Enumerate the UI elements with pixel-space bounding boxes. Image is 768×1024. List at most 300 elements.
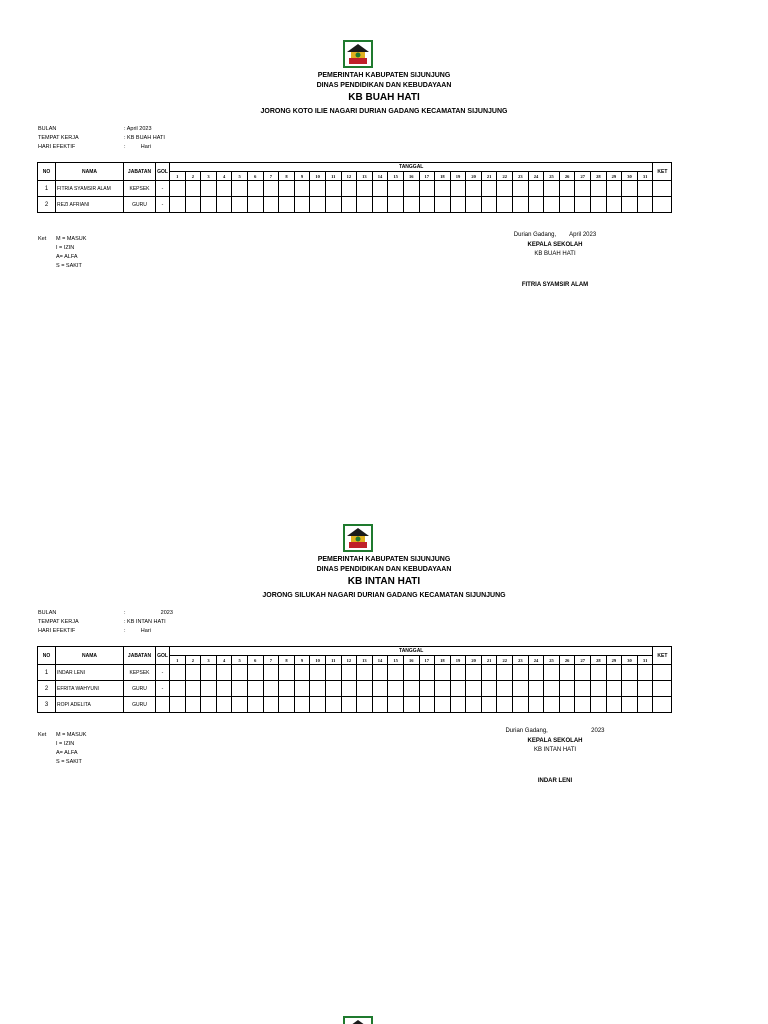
legend-item: M = MASUK xyxy=(56,236,87,242)
day-cell xyxy=(591,665,607,681)
day-cell xyxy=(419,697,435,713)
row-jabatan: GURU xyxy=(124,681,156,697)
day-cell xyxy=(341,181,357,197)
day-header: 21 xyxy=(481,656,497,665)
day-cell xyxy=(325,197,341,213)
day-cell xyxy=(232,665,248,681)
day-cell xyxy=(185,681,201,697)
regency-emblem-icon xyxy=(343,1016,373,1024)
row-nama: REZI AFRIANI xyxy=(56,197,124,213)
day-header: 31 xyxy=(637,172,653,181)
meta-value: : 2023 xyxy=(124,610,173,616)
day-header: 28 xyxy=(591,172,607,181)
row-no: 2 xyxy=(38,197,56,213)
day-cell xyxy=(575,681,591,697)
legend-item: S = SAKIT xyxy=(56,759,82,765)
day-cell xyxy=(372,681,388,697)
day-cell xyxy=(170,681,186,697)
day-cell xyxy=(185,697,201,713)
day-header: 25 xyxy=(544,172,560,181)
day-cell xyxy=(263,665,279,681)
table-row xyxy=(38,697,672,713)
day-cell xyxy=(216,681,232,697)
signer-role: KEPALA SEKOLAH xyxy=(527,242,583,248)
day-header: 4 xyxy=(216,656,232,665)
day-header: 7 xyxy=(263,172,279,181)
day-cell xyxy=(466,181,482,197)
day-cell xyxy=(201,665,217,681)
col-tanggal: TANGGAL xyxy=(170,647,653,656)
day-header: 29 xyxy=(606,656,622,665)
day-cell xyxy=(403,665,419,681)
day-cell xyxy=(357,697,373,713)
day-cell xyxy=(419,681,435,697)
day-cell xyxy=(294,665,310,681)
day-cell xyxy=(637,681,653,697)
day-header: 19 xyxy=(450,172,466,181)
col-nama: NAMA xyxy=(56,163,124,181)
day-cell xyxy=(247,181,263,197)
day-cell xyxy=(279,681,295,697)
day-cell xyxy=(466,197,482,213)
day-cell xyxy=(419,181,435,197)
day-cell xyxy=(201,681,217,697)
day-cell xyxy=(170,665,186,681)
day-cell xyxy=(403,197,419,213)
day-header: 10 xyxy=(310,656,326,665)
day-cell xyxy=(310,681,326,697)
meta-label: HARI EFEKTIF xyxy=(38,144,76,150)
legend-label: Ket xyxy=(38,732,47,738)
day-cell xyxy=(372,181,388,197)
day-header: 12 xyxy=(341,172,357,181)
day-cell xyxy=(606,665,622,681)
ket-cell xyxy=(653,681,672,697)
day-header: 21 xyxy=(481,172,497,181)
day-cell xyxy=(185,197,201,213)
signature-block xyxy=(480,232,630,288)
day-cell xyxy=(513,181,529,197)
day-cell xyxy=(216,665,232,681)
col-gol: GOL xyxy=(156,163,170,181)
row-jabatan: KEPSEK xyxy=(124,181,156,197)
day-cell xyxy=(232,181,248,197)
day-header: 29 xyxy=(606,172,622,181)
day-cell xyxy=(559,681,575,697)
day-cell xyxy=(497,197,513,213)
day-cell xyxy=(341,665,357,681)
day-cell xyxy=(279,697,295,713)
day-header: 15 xyxy=(388,656,404,665)
col-jabatan: JABATAN xyxy=(124,163,156,181)
day-cell xyxy=(559,197,575,213)
day-cell xyxy=(341,681,357,697)
day-cell xyxy=(481,681,497,697)
row-no: 1 xyxy=(38,665,56,681)
day-header: 18 xyxy=(435,172,451,181)
day-header: 2 xyxy=(185,656,201,665)
row-gol: - xyxy=(156,181,170,197)
meta-label: TEMPAT KERJA xyxy=(38,619,79,625)
day-header: 10 xyxy=(310,172,326,181)
attendance-table xyxy=(37,162,672,213)
day-cell xyxy=(403,181,419,197)
meta-label: TEMPAT KERJA xyxy=(38,135,79,141)
row-no: 1 xyxy=(38,181,56,197)
day-cell xyxy=(544,697,560,713)
address-line: JORONG KOTO ILIE NAGARI DURIAN GADANG KECAMATAN SIJUNJUNG xyxy=(260,108,508,115)
row-nama: INDAR LENI xyxy=(56,665,124,681)
day-cell xyxy=(419,665,435,681)
day-header: 31 xyxy=(637,656,653,665)
day-cell xyxy=(294,681,310,697)
meta-value: : Hari xyxy=(124,144,151,150)
day-header: 27 xyxy=(575,172,591,181)
day-header: 28 xyxy=(591,656,607,665)
day-cell xyxy=(247,681,263,697)
day-header: 3 xyxy=(201,656,217,665)
day-header: 5 xyxy=(232,656,248,665)
day-cell xyxy=(388,681,404,697)
day-header: 24 xyxy=(528,172,544,181)
day-cell xyxy=(513,681,529,697)
day-cell xyxy=(497,697,513,713)
day-cell xyxy=(497,181,513,197)
day-cell xyxy=(466,697,482,713)
row-gol: - xyxy=(156,197,170,213)
day-header: 13 xyxy=(357,172,373,181)
day-cell xyxy=(201,197,217,213)
day-cell xyxy=(544,665,560,681)
day-cell xyxy=(606,681,622,697)
day-cell xyxy=(419,197,435,213)
day-cell xyxy=(232,197,248,213)
ket-cell xyxy=(653,697,672,713)
day-header: 7 xyxy=(263,656,279,665)
day-header: 11 xyxy=(325,656,341,665)
day-cell xyxy=(450,681,466,697)
day-header: 17 xyxy=(419,172,435,181)
day-cell xyxy=(310,197,326,213)
row-gol: - xyxy=(156,681,170,697)
day-cell xyxy=(606,697,622,713)
day-cell xyxy=(450,665,466,681)
day-cell xyxy=(388,197,404,213)
row-nama: FITRIA SYAMSIR ALAM xyxy=(56,181,124,197)
day-cell xyxy=(544,181,560,197)
place-date: Durian Gadang, April 2023 xyxy=(513,232,597,238)
day-header: 4 xyxy=(216,172,232,181)
day-cell xyxy=(372,697,388,713)
day-cell xyxy=(575,697,591,713)
day-cell xyxy=(637,197,653,213)
day-cell xyxy=(591,681,607,697)
day-cell xyxy=(466,681,482,697)
signer-name: INDAR LENI xyxy=(537,778,573,784)
day-cell xyxy=(357,665,373,681)
meta-value: : April 2023 xyxy=(124,126,152,132)
col-ket: KET xyxy=(653,647,672,665)
day-cell xyxy=(247,197,263,213)
day-cell xyxy=(606,181,622,197)
day-header: 9 xyxy=(294,656,310,665)
ket-cell xyxy=(653,665,672,681)
day-header: 25 xyxy=(544,656,560,665)
day-header: 5 xyxy=(232,172,248,181)
day-cell xyxy=(310,665,326,681)
day-cell xyxy=(232,681,248,697)
gov-title: PEMERINTAH KABUPATEN SIJUNJUNG xyxy=(317,556,451,563)
legend-item: A= ALFA xyxy=(56,750,78,756)
col-tanggal: TANGGAL xyxy=(170,163,653,172)
day-cell xyxy=(170,697,186,713)
day-cell xyxy=(341,197,357,213)
row-no: 3 xyxy=(38,697,56,713)
day-header: 17 xyxy=(419,656,435,665)
day-header: 13 xyxy=(357,656,373,665)
day-cell xyxy=(170,181,186,197)
day-cell xyxy=(575,181,591,197)
day-cell xyxy=(372,665,388,681)
day-cell xyxy=(388,181,404,197)
day-header: 20 xyxy=(466,656,482,665)
day-cell xyxy=(622,697,638,713)
day-header: 1 xyxy=(170,172,186,181)
day-cell xyxy=(325,697,341,713)
row-jabatan: GURU xyxy=(124,197,156,213)
day-cell xyxy=(559,665,575,681)
day-cell xyxy=(310,181,326,197)
day-cell xyxy=(559,181,575,197)
day-cell xyxy=(637,697,653,713)
day-cell xyxy=(216,197,232,213)
dept-title: DINAS PENDIDIKAN DAN KEBUDAYAAN xyxy=(316,566,452,573)
day-cell xyxy=(450,181,466,197)
dept-title: DINAS PENDIDIKAN DAN KEBUDAYAAN xyxy=(316,82,452,89)
table-row xyxy=(38,197,672,213)
day-header: 6 xyxy=(247,656,263,665)
day-cell xyxy=(325,181,341,197)
day-cell xyxy=(279,197,295,213)
legend-item: I = IZIN xyxy=(56,245,75,251)
day-header: 22 xyxy=(497,656,513,665)
row-jabatan: KEPSEK xyxy=(124,665,156,681)
day-header: 11 xyxy=(325,172,341,181)
day-cell xyxy=(528,681,544,697)
day-cell xyxy=(216,181,232,197)
day-cell xyxy=(325,665,341,681)
signature-block xyxy=(480,728,630,784)
day-cell xyxy=(513,665,529,681)
day-cell xyxy=(513,697,529,713)
row-no: 2 xyxy=(38,681,56,697)
day-cell xyxy=(544,197,560,213)
day-header: 22 xyxy=(497,172,513,181)
day-header: 16 xyxy=(403,656,419,665)
col-ket: KET xyxy=(653,163,672,181)
day-cell xyxy=(528,697,544,713)
col-no: NO xyxy=(38,163,56,181)
day-header: 23 xyxy=(513,656,529,665)
address-line: JORONG SILUKAH NAGARI DURIAN GADANG KECAMATAN SIJUNJUNG xyxy=(262,592,506,599)
school-title: KB BUAH HATI xyxy=(348,92,420,103)
day-cell xyxy=(513,197,529,213)
day-header: 26 xyxy=(559,656,575,665)
day-cell xyxy=(435,181,451,197)
day-cell xyxy=(310,697,326,713)
day-cell xyxy=(388,665,404,681)
day-header: 3 xyxy=(201,172,217,181)
day-cell xyxy=(528,181,544,197)
day-header: 6 xyxy=(247,172,263,181)
day-cell xyxy=(637,665,653,681)
day-cell xyxy=(294,197,310,213)
day-cell xyxy=(216,697,232,713)
day-cell xyxy=(591,197,607,213)
meta-value: : KB BUAH HATI xyxy=(124,135,165,141)
day-cell xyxy=(466,665,482,681)
day-header: 30 xyxy=(622,172,638,181)
day-cell xyxy=(481,197,497,213)
day-cell xyxy=(435,197,451,213)
legend-item: S = SAKIT xyxy=(56,263,82,269)
meta-label: BULAN xyxy=(38,610,57,616)
day-cell xyxy=(263,681,279,697)
day-cell xyxy=(622,197,638,213)
day-header: 20 xyxy=(466,172,482,181)
day-cell xyxy=(403,681,419,697)
day-cell xyxy=(559,697,575,713)
meta-value: : KB INTAN HATI xyxy=(124,619,166,625)
day-cell xyxy=(497,665,513,681)
day-cell xyxy=(357,181,373,197)
meta-label: HARI EFEKTIF xyxy=(38,628,76,634)
day-cell xyxy=(528,197,544,213)
col-gol: GOL xyxy=(156,647,170,665)
day-cell xyxy=(170,197,186,213)
row-nama: ROPI ADELITA xyxy=(56,697,124,713)
day-cell xyxy=(263,197,279,213)
day-cell xyxy=(372,197,388,213)
day-cell xyxy=(575,665,591,681)
day-cell xyxy=(201,181,217,197)
day-cell xyxy=(637,181,653,197)
signer-school: KB INTAN HATI xyxy=(533,747,577,753)
col-jabatan: JABATAN xyxy=(124,647,156,665)
day-cell xyxy=(247,697,263,713)
row-gol: - xyxy=(156,665,170,681)
day-cell xyxy=(403,697,419,713)
day-cell xyxy=(294,181,310,197)
day-cell xyxy=(279,181,295,197)
legend-item: I = IZIN xyxy=(56,741,75,747)
day-cell xyxy=(201,697,217,713)
day-cell xyxy=(294,697,310,713)
day-header: 2 xyxy=(185,172,201,181)
meta-value: : Hari xyxy=(124,628,151,634)
day-header: 15 xyxy=(388,172,404,181)
col-nama: NAMA xyxy=(56,647,124,665)
legend-label: Ket xyxy=(38,236,47,242)
regency-emblem-icon xyxy=(343,524,373,552)
table-row xyxy=(38,665,672,681)
day-cell xyxy=(622,681,638,697)
day-cell xyxy=(481,697,497,713)
day-cell xyxy=(591,697,607,713)
day-cell xyxy=(435,681,451,697)
day-header: 8 xyxy=(279,172,295,181)
day-header: 8 xyxy=(279,656,295,665)
day-header: 18 xyxy=(435,656,451,665)
day-cell xyxy=(263,181,279,197)
day-cell xyxy=(357,681,373,697)
day-cell xyxy=(622,665,638,681)
day-cell xyxy=(450,197,466,213)
day-cell xyxy=(481,665,497,681)
day-cell xyxy=(388,697,404,713)
day-header: 14 xyxy=(372,656,388,665)
row-gol xyxy=(156,697,170,713)
day-header: 19 xyxy=(450,656,466,665)
ket-cell xyxy=(653,197,672,213)
day-cell xyxy=(185,665,201,681)
day-cell xyxy=(263,697,279,713)
day-cell xyxy=(357,197,373,213)
col-no: NO xyxy=(38,647,56,665)
day-header: 30 xyxy=(622,656,638,665)
day-cell xyxy=(481,181,497,197)
day-cell xyxy=(325,681,341,697)
day-header: 23 xyxy=(513,172,529,181)
day-cell xyxy=(622,181,638,197)
regency-emblem-icon xyxy=(343,40,373,68)
day-cell xyxy=(544,681,560,697)
day-cell xyxy=(591,181,607,197)
day-header: 27 xyxy=(575,656,591,665)
row-jabatan: GURU xyxy=(124,697,156,713)
day-cell xyxy=(606,197,622,213)
attendance-table xyxy=(37,646,672,713)
place-date: Durian Gadang, 2023 xyxy=(505,728,605,734)
ket-cell xyxy=(653,181,672,197)
signer-role: KEPALA SEKOLAH xyxy=(527,738,583,744)
legend-item: M = MASUK xyxy=(56,732,87,738)
day-cell xyxy=(450,697,466,713)
day-cell xyxy=(435,697,451,713)
day-cell xyxy=(575,197,591,213)
day-cell xyxy=(435,665,451,681)
day-cell xyxy=(185,181,201,197)
row-nama: EFRITA WAHYUNI xyxy=(56,681,124,697)
signer-school: KB BUAH HATI xyxy=(534,251,576,257)
day-cell xyxy=(341,697,357,713)
school-title: KB INTAN HATI xyxy=(347,576,421,587)
signer-name: FITRIA SYAMSIR ALAM xyxy=(521,282,589,288)
day-header: 12 xyxy=(341,656,357,665)
day-cell xyxy=(528,665,544,681)
day-cell xyxy=(232,697,248,713)
day-cell xyxy=(497,681,513,697)
table-row xyxy=(38,681,672,697)
day-header: 26 xyxy=(559,172,575,181)
gov-title: PEMERINTAH KABUPATEN SIJUNJUNG xyxy=(317,72,451,79)
table-row xyxy=(38,181,672,197)
day-header: 24 xyxy=(528,656,544,665)
day-cell xyxy=(247,665,263,681)
day-header: 14 xyxy=(372,172,388,181)
day-header: 1 xyxy=(170,656,186,665)
day-cell xyxy=(279,665,295,681)
